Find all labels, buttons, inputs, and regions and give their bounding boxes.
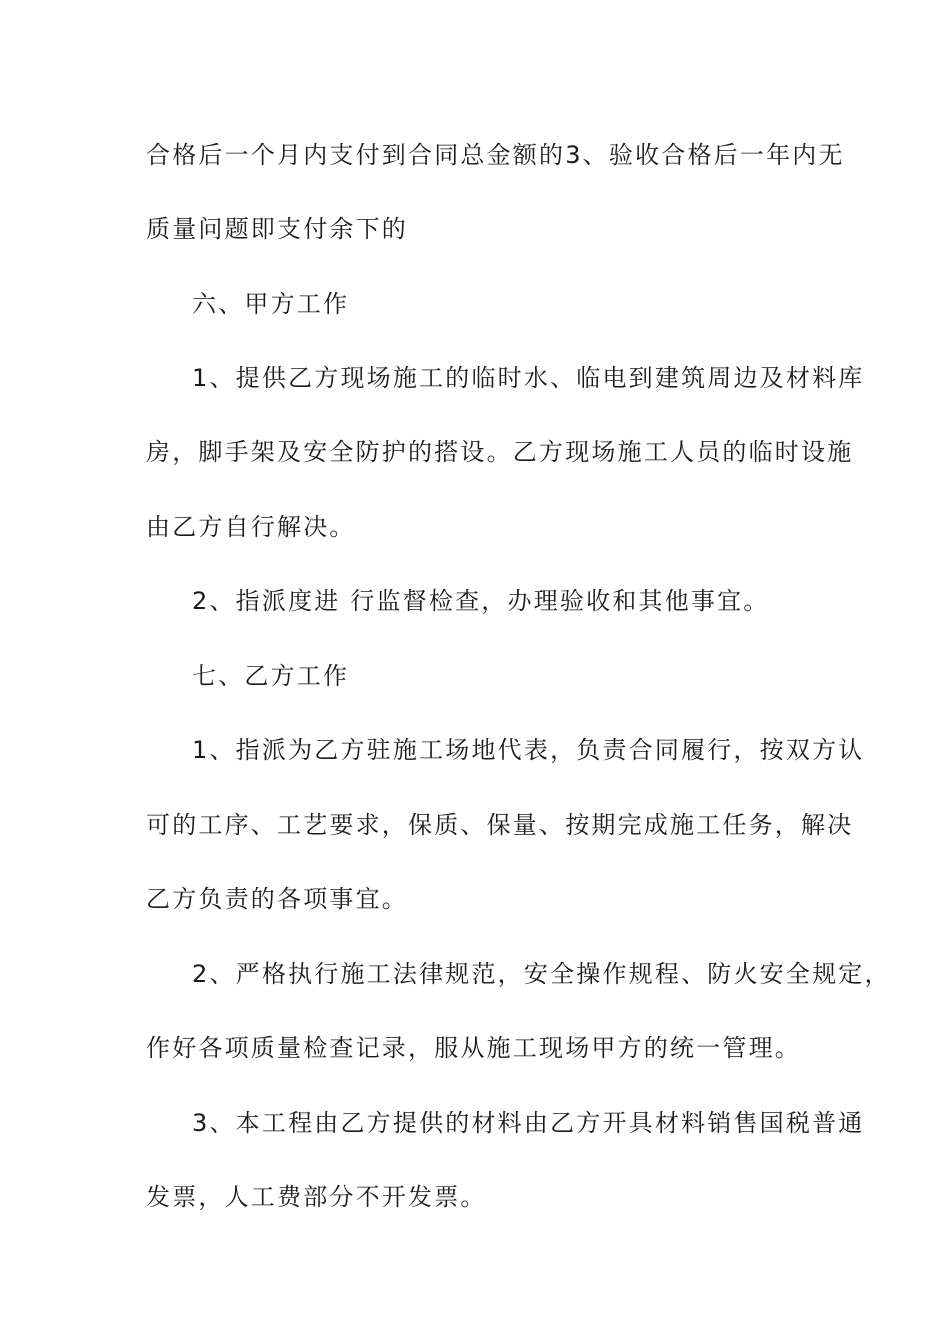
paragraph-line: 作好各项质量检查记录，服从施工现场甲方的统一管理。 [146, 1034, 801, 1062]
paragraph-line: 乙方负责的各项事宜。 [146, 885, 408, 913]
paragraph-line: 可的工序、工艺要求，保质、保量、按期完成施工任务，解决 [146, 811, 854, 839]
paragraph-line: 2、严格执行施工法律规范，安全操作规程、防火安全规定， [192, 960, 891, 988]
paragraph-line: 发票，人工费部分不开发票。 [146, 1183, 487, 1211]
section-heading-party-b: 七、乙方工作 [192, 662, 350, 690]
paragraph-line: 质量问题即支付余下的 [146, 215, 408, 243]
paragraph-line: 1、指派为乙方驻施工场地代表，负责合同履行，按双方认 [192, 736, 865, 764]
paragraph-line: 合格后一个月内支付到合同总金额的3、验收合格后一年内无 [146, 141, 845, 169]
paragraph-line: 由乙方自行解决。 [146, 513, 356, 541]
paragraph-line: 2、指派度进 行监督检查，办理验收和其他事宜。 [192, 587, 770, 615]
section-heading-party-a: 六、甲方工作 [192, 290, 350, 318]
paragraph-line: 房，脚手架及安全防护的搭设。乙方现场施工人员的临时设施 [146, 438, 854, 466]
paragraph-line: 3、本工程由乙方提供的材料由乙方开具材料销售国税普通 [192, 1109, 865, 1137]
paragraph-line: 1、提供乙方现场施工的临时水、临电到建筑周边及材料库 [192, 364, 865, 392]
